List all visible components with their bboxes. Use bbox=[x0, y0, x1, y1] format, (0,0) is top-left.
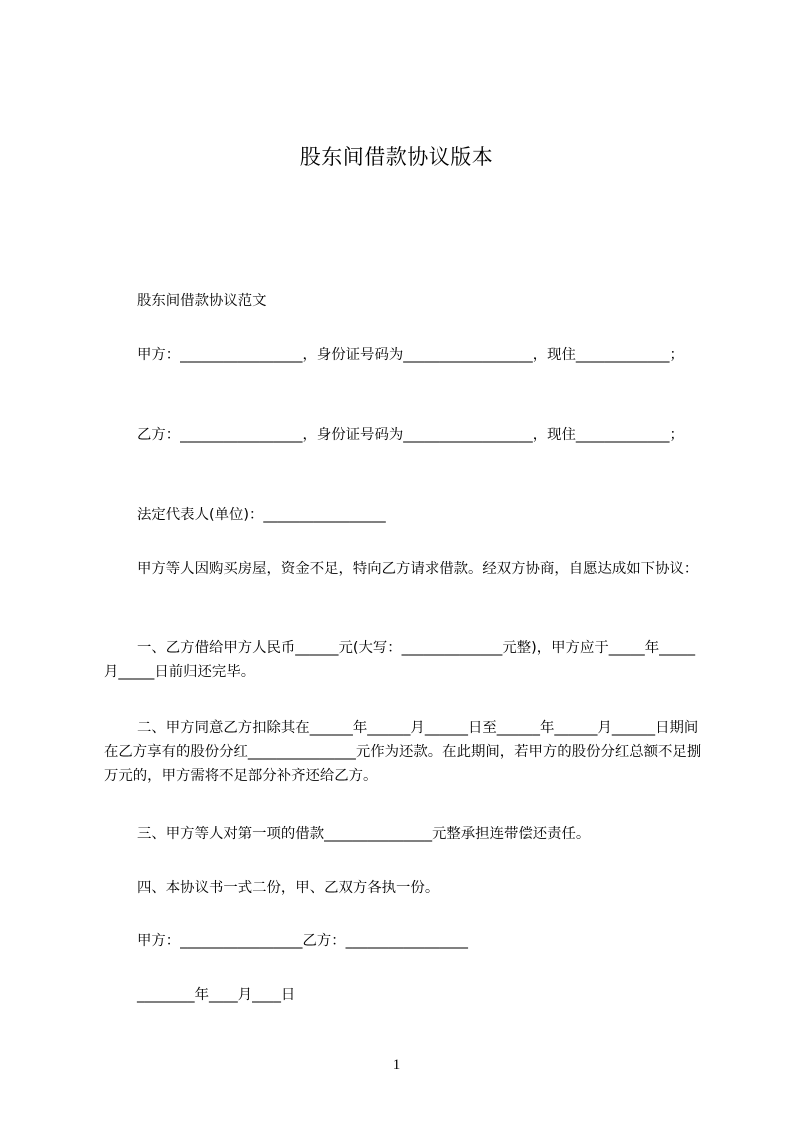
paragraph-clause-4: 四、本协议书一式二份，甲、乙双方各执一份。 bbox=[137, 880, 440, 896]
paragraph-party-b: 乙方：_________________，身份证号码为__________________，现住_____________； bbox=[137, 427, 684, 443]
page-number: 1 bbox=[392, 1057, 401, 1073]
paragraph-background: 甲方等人因购买房屋，资金不足，特向乙方请求借款。经双方协商，自愿达成如下协议： bbox=[137, 561, 699, 577]
paragraph-clause-2: 二、甲方同意乙方扣除其在______年______月______日至______年______月______日期间在乙方享有的股份分红_______________元作为还款。在此期间，若甲方的股份分红总额不足捌万元的，甲方需将不足部分补齐还给乙方。 bbox=[104, 720, 702, 784]
paragraph-signatures: 甲方：_________________乙方：_________________ bbox=[137, 933, 468, 949]
paragraph-date: ________年____月____日 bbox=[137, 987, 296, 1003]
paragraph-party-a: 甲方：_________________，身份证号码为__________________，现住_____________； bbox=[137, 347, 684, 363]
document-title: 股东间借款协议版本 bbox=[299, 145, 494, 169]
paragraph-legal-representative: 法定代表人(单位)：_________________ bbox=[137, 507, 386, 523]
paragraph-heading: 股东间借款协议范文 bbox=[137, 293, 267, 309]
paragraph-clause-1: 一、乙方借给甲方人民币______元(大写：______________元整)，甲方应于_____年_____月_____日前归还完毕。 bbox=[104, 640, 696, 680]
paragraph-clause-3: 三、甲方等人对第一项的借款_______________元整承担连带偿还责任。 bbox=[137, 826, 591, 842]
